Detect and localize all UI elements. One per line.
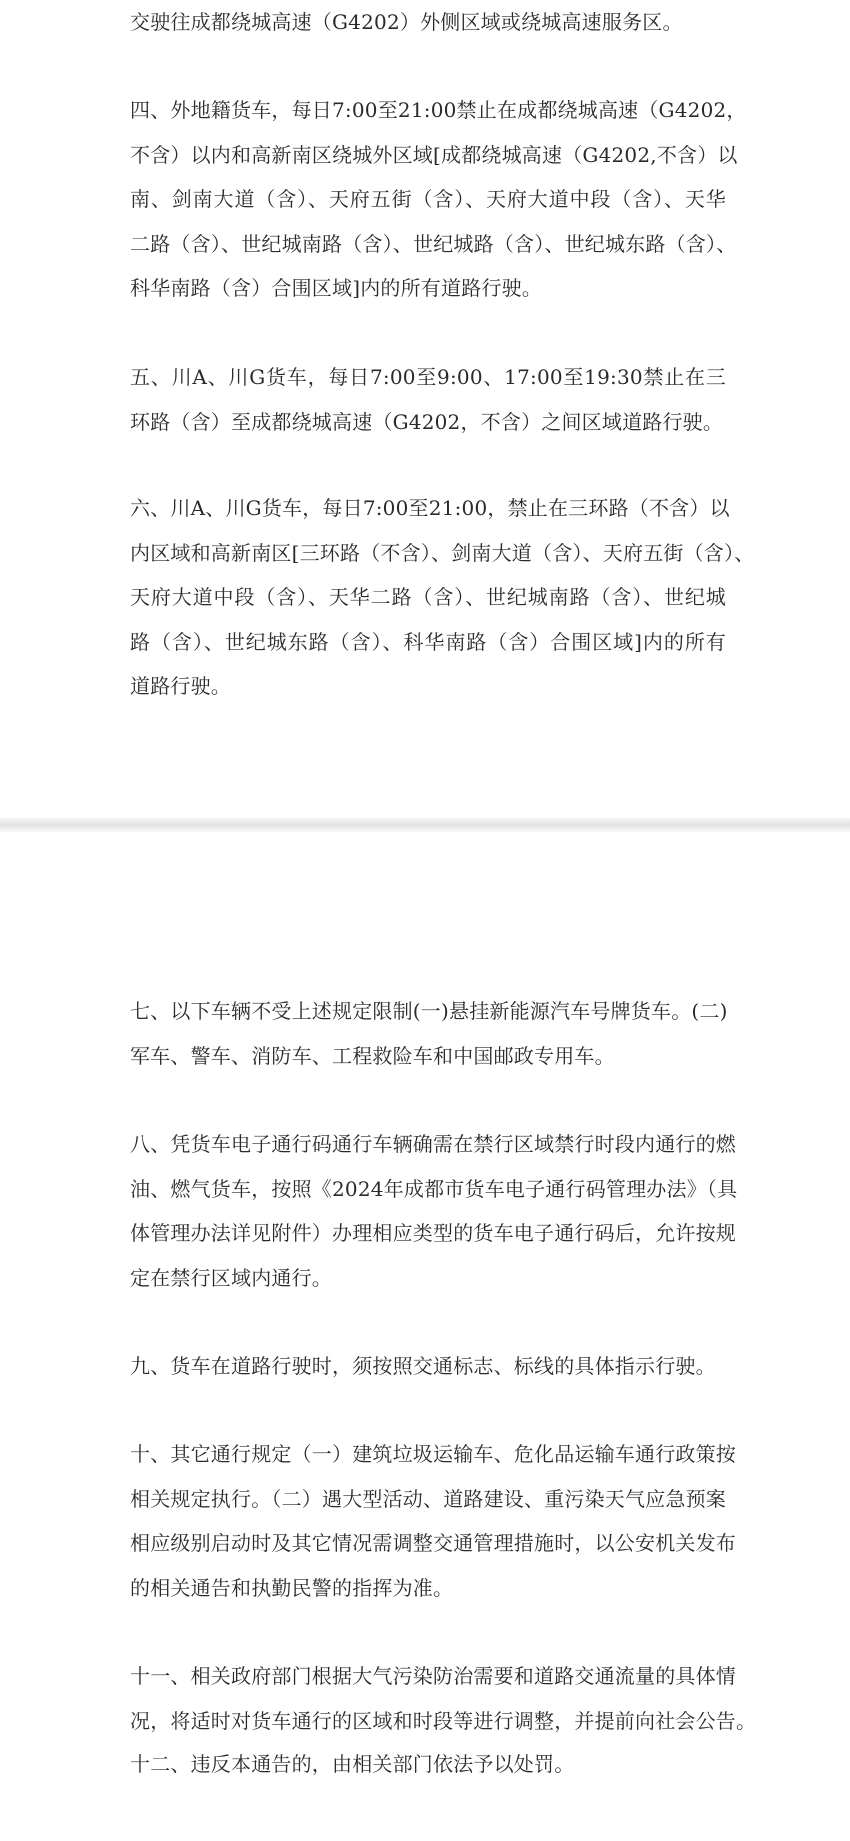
text-line: 定在禁行区域内通行。: [130, 1265, 332, 1290]
paragraph-item-7: [130, 989, 726, 1078]
paragraph-item-8: [130, 1122, 738, 1300]
text-line: 南、剑南大道（含）、天府五街（含）、天府大道中段（含）、天华: [130, 187, 726, 211]
paragraph-item-12: [130, 1742, 726, 1787]
text-line: 相关规定执行。（二）遇大型活动、道路建设、重污染天气应急预案: [130, 1486, 726, 1511]
page-separator: [0, 818, 850, 832]
text-line: 八、凭货车电子通行码通行车辆确需在禁行区域禁行时段内通行的燃: [130, 1132, 736, 1156]
paragraph-item-11: [130, 1654, 757, 1743]
text-line: 十二、违反本通告的，由相关部门依法予以处罚。: [130, 1752, 575, 1776]
text-line: 十、其它通行规定（一）建筑垃圾运输车、危化品运输车通行政策按: [130, 1442, 736, 1466]
text-line: 相应级别启动时及其它情况需调整交通管理措施时，以公安机关发布: [130, 1531, 736, 1555]
text-line: 油、燃气货车，按照《2024年成都市货车电子通行码管理办法》（具: [130, 1176, 738, 1201]
document-page-2: [0, 832, 850, 1841]
text-line: 五、川A、川G货车，每日7:00至9:00、17:00至19:30禁止在三: [130, 365, 726, 389]
text-line: 七、以下车辆不受上述规定限制(一)悬挂新能源汽车号牌货车。(二): [130, 999, 728, 1023]
text-line: 的相关通告和执勤民警的指挥为准。: [130, 1575, 454, 1600]
paragraph-item-4: [130, 88, 747, 311]
text-line: 科华南路（含）合围区域]内的所有道路行驶。: [130, 276, 543, 300]
paragraph-item-10: [130, 1432, 736, 1610]
text-line: 六、川A、川G货车，每日7:00至21:00，禁止在三环路（不含）以: [130, 496, 730, 520]
text-line: 军车、警车、消防车、工程救险车和中国邮政专用车。: [130, 1043, 615, 1068]
text-line: 不含）以内和高新南区绕城外区域[成都绕城高速（G4202,不含）以: [130, 142, 738, 167]
paragraph-item-5: [130, 355, 726, 444]
text-line: 十一、相关政府部门根据大气污染防治需要和道路交通流量的具体情: [130, 1664, 736, 1688]
text-line: 内区域和高新南区[三环路（不含）、剑南大道（含）、天府五街（含）、: [130, 540, 755, 565]
paragraph-fragment-top: [130, 0, 726, 45]
text-line: 环路（含）至成都绕城高速（G4202，不含）之间区域道路行驶。: [130, 409, 724, 434]
text-line: 道路行驶。: [130, 674, 231, 698]
text-line: 交驶往成都绕城高速（G4202）外侧区域或绕城高速服务区。: [130, 10, 683, 34]
paragraph-item-9: [130, 1344, 726, 1389]
document-page-1: [0, 0, 850, 818]
text-line: 二路（含）、世纪城南路（含）、世纪城路（含）、世纪城东路（含）、: [130, 231, 737, 256]
text-line: 九、货车在道路行驶时，须按照交通标志、标线的具体指示行驶。: [130, 1354, 716, 1378]
text-line: 况，将适时对货车通行的区域和时段等进行调整，并提前向社会公告。: [130, 1708, 757, 1733]
text-line: 体管理办法详见附件）办理相应类型的货车电子通行码后，允许按规: [130, 1221, 736, 1245]
text-line: 四、外地籍货车，每日7:00至21:00禁止在成都绕城高速（G4202，: [130, 98, 747, 122]
text-line: 天府大道中段（含）、天华二路（含）、世纪城南路（含）、世纪城: [130, 585, 726, 609]
paragraph-item-6: [130, 486, 755, 709]
text-line: 路（含）、世纪城东路（含）、科华南路（含）合围区域]内的所有: [130, 629, 726, 654]
